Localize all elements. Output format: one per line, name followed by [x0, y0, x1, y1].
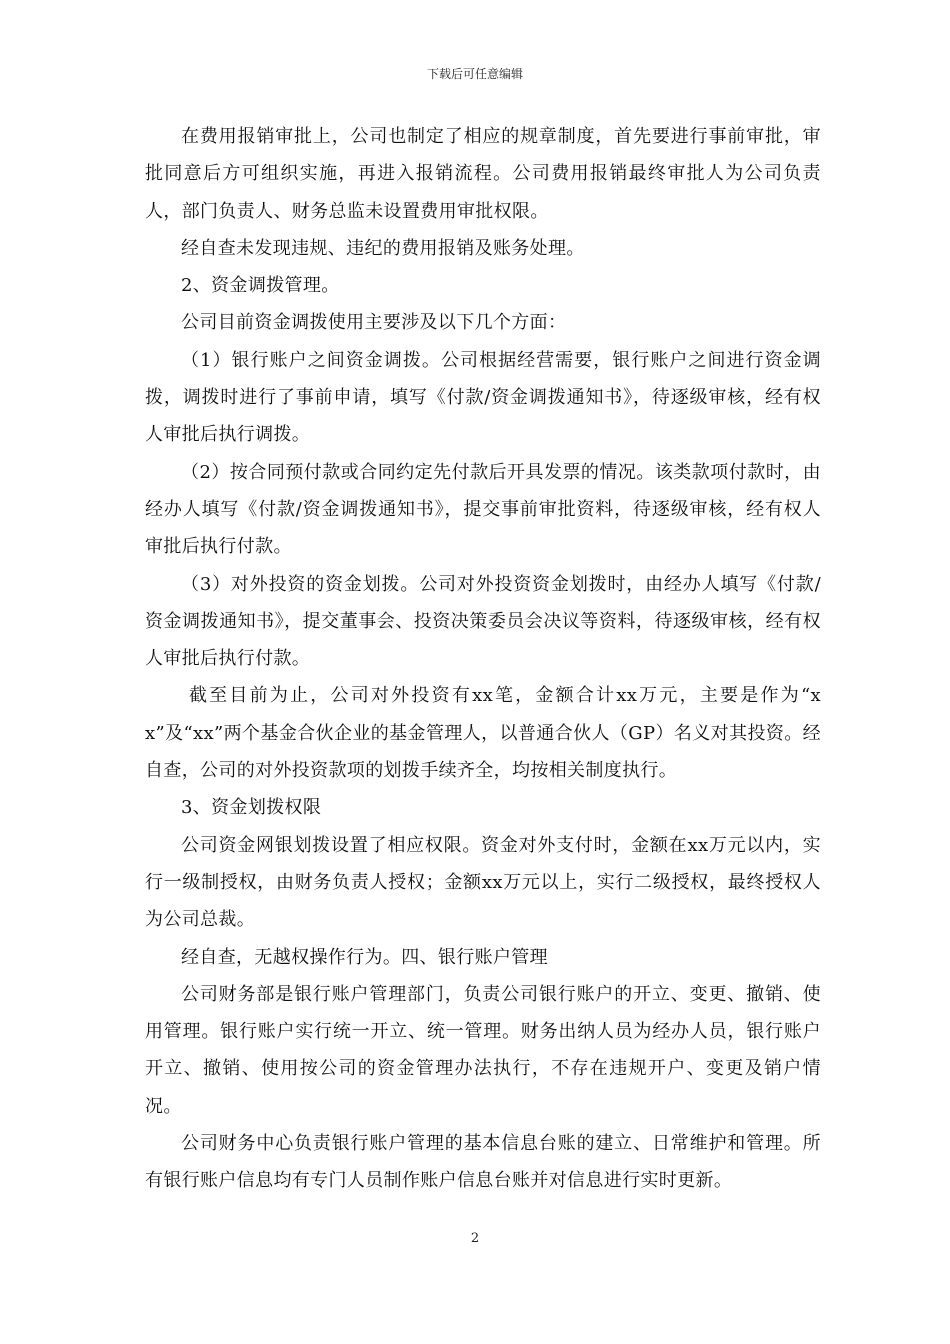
paragraph-expense-approval: 在费用报销审批上，公司也制定了相应的规章制度，首先要进行事前审批，审批同意后方可组织实施，再进入报销流程。公司费用报销最终审批人为公司负责人，部门负责人、财务总监未设置费用审批权限。: [145, 126, 821, 222]
paragraph-investment-summary: 截至目前为止，公司对外投资有xx笔，金额合计xx万元，主要是作为“xx”及“xx”两个基金合伙企业的基金管理人，以普通合伙人（GP）名义对其投资。经自查，公司的对外投资款项的划拨手续齐全，均按相关制度执行。: [145, 685, 821, 782]
paragraph-item-2: （2）按合同预付款或合同约定先付款后开具发票的情况。该类款项付款时，由经办人填写《付款/资金调拨通知书》，提交事前审批资料，待逐级审核，经有权人审批后执行付款。: [145, 461, 821, 558]
paragraph-self-check-authority: 经自查，无越权操作行为。四、银行账户管理: [181, 946, 548, 968]
section-heading-fund-transfer: 2、资金调拨管理。: [181, 275, 340, 297]
paragraph-item-3: （3）对外投资的资金划拨。公司对外投资资金划拨时，由经办人填写《付款/资金调拨通知书》，提交董事会、投资决策委员会决议等资料，待逐级审核，经有权人审批后执行付款。: [145, 573, 821, 670]
document-body: [145, 118, 821, 1200]
paragraph-item-1: （1）银行账户之间资金调拨。公司根据经营需要，银行账户之间进行资金调拨，调拨时进行了事前申请，填写《付款/资金调拨通知书》，待逐级审核，经有权人审批后执行调拨。: [145, 349, 821, 446]
paragraph-self-check-expense: 经自查未发现违规、违纪的费用报销及账务处理。: [181, 237, 585, 259]
paragraph-transfer-authority: 公司资金网银划拨设置了相应权限。资金对外支付时，金额在xx万元以内，实行一级制授权，由财务负责人授权；金额xx万元以上，实行二级授权，最终授权人为公司总裁。: [145, 834, 821, 931]
page-header: 下载后可任意编辑: [426, 67, 523, 81]
paragraph-fund-transfer-intro: 公司目前资金调拨使用主要涉及以下几个方面：: [181, 312, 567, 334]
page-number: 2: [470, 1231, 480, 1246]
section-heading-transfer-authority: 3、资金划拨权限: [181, 797, 322, 819]
paragraph-bank-account-ledger: 公司财务中心负责银行账户管理的基本信息台账的建立、日常维护和管理。所有银行账户信息均有专门人员制作账户信息台账并对信息进行实时更新。: [145, 1133, 821, 1192]
paragraph-bank-account-management: 公司财务部是银行账户管理部门，负责公司银行账户的开立、变更、撤销、使用管理。银行账户实行统一开立、统一管理。财务出纳人员为经办人员，银行账户开立、撤销、使用按公司的资金管理办法执行，不存在违规开户、变更及销户情况。: [145, 983, 821, 1117]
